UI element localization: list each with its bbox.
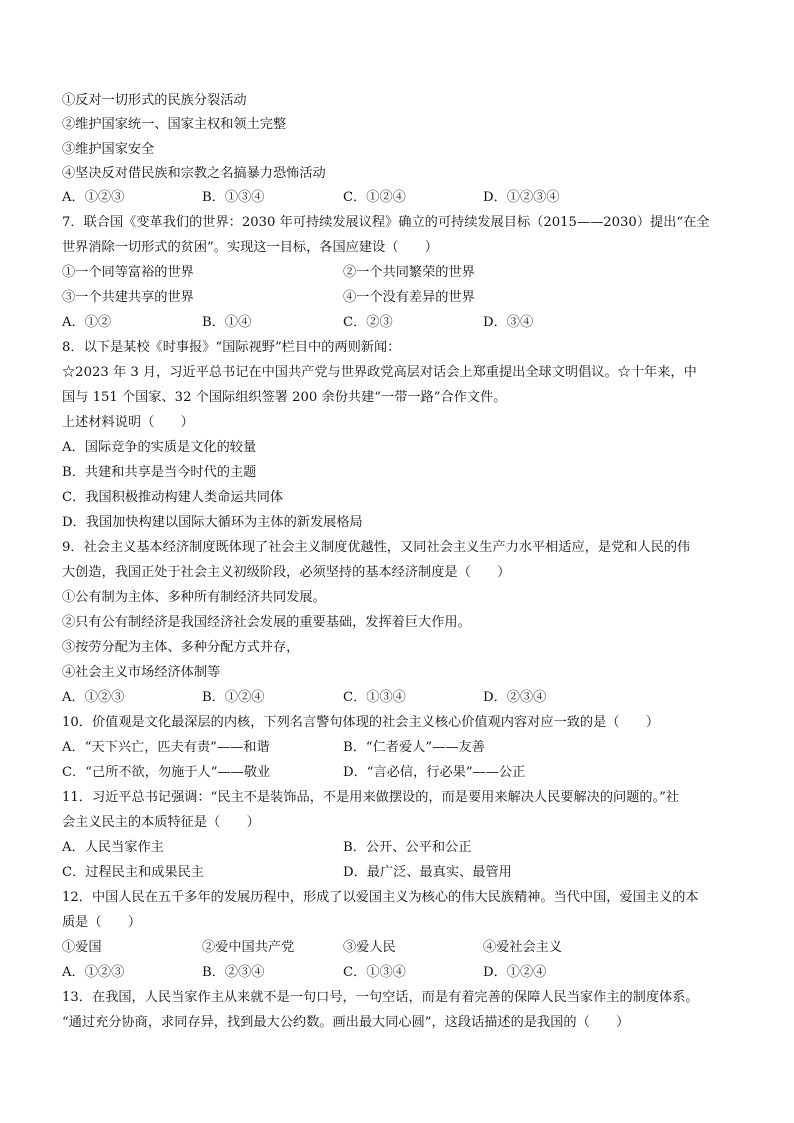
q9-item-1: ①公有制为主体、多种所有制经济共同发展。: [62, 590, 326, 605]
q13-stem-line-2: “通过充分协商，求同存异，找到最大公约数。画出最大同心圆”，这段话描述的是我国的（ ）: [62, 1015, 630, 1030]
q7-item-3: ③一个共建共享的世界: [62, 290, 194, 305]
q11-choice-d: D．最广泛、最真实、最管用: [343, 865, 512, 880]
q11-stem-line-1: 11．习近平总书记强调：“民主不是装饰品，不是用来做摆设的，而是要用来解决人民要解决的问题的。”社: [62, 790, 680, 805]
q7-choice-c: C．②③: [343, 315, 393, 330]
q8-stem-line-2: ☆2023 年 3 月，习近平总书记在中国共产党与世界政党高层对话会上郑重提出全球文明倡议。☆十年来，中: [62, 365, 697, 380]
q12-item-3: ③爱人民: [343, 940, 396, 955]
q8-stem-line-3: 国与 151 个国家、32 个国际组织签署 200 余份共建“一带一路”合作文件。: [62, 390, 507, 405]
q10-choice-b: B．“仁者爱人”——友善: [343, 740, 485, 755]
q6-item-3: ③维护国家安全: [62, 142, 155, 157]
q11-choice-b: B．公开、公平和公正: [343, 840, 472, 855]
q9-item-2: ②只有公有制经济是我国经济社会发展的重要基础，发挥着巨大作用。: [62, 615, 471, 630]
q12-choice-d: D．①②④: [483, 965, 547, 980]
q7-choice-d: D．③④: [483, 315, 534, 330]
q11-choice-a: A．人民当家作主: [62, 840, 164, 855]
q10-choice-d: D．“言必信，行必果”——公正: [343, 765, 526, 780]
q9-choice-a: A．①②③: [62, 690, 125, 705]
q7-stem-line-2: 世界消除一切形式的贫困”。实现这一目标，各国应建设（ ）: [62, 240, 438, 255]
q8-choice-d: D．我国加快构建以国际大循环为主体的新发展格局: [62, 515, 363, 530]
q6-item-2: ②维护国家统一、国家主权和领土完整: [62, 117, 287, 132]
q12-stem-line-1: 12．中国人民在五千多年的发展历程中，形成了以爱国主义为核心的伟大民族精神。当代中国，爱国主义的本: [62, 890, 699, 905]
q12-choice-a: A．①②③: [62, 965, 125, 980]
q7-choice-a: A．①②: [62, 315, 112, 330]
q11-stem-line-2: 会主义民主的本质特征是（ ）: [62, 815, 260, 830]
q6-item-4: ④坚决反对借民族和宗教之名搞暴力恐怖活动: [62, 166, 326, 181]
q9-item-3: ③按劳分配为主体、多种分配方式并存，: [62, 640, 300, 655]
q6-choice-b: B．①③④: [202, 190, 265, 205]
q10-stem-line-1: 10．价值观是文化最深层的内核，下列名言警句体现的社会主义核心价值观内容对应一致的是（ ）: [62, 715, 660, 730]
q8-choice-b: B．共建和共享是当今时代的主题: [62, 465, 257, 480]
q7-item-2: ②一个共同繁荣的世界: [343, 265, 475, 280]
q7-stem-line-1: 7．联合国《变革我们的世界：2030 年可持续发展议程》确立的可持续发展目标（2015——2030）提出“在全: [62, 215, 710, 230]
q12-item-2: ②爱中国共产党: [202, 940, 295, 955]
q6-item-1: ①反对一切形式的民族分裂活动: [62, 93, 247, 108]
q9-item-4: ④社会主义市场经济体制等: [62, 665, 221, 680]
q13-stem-line-1: 13．在我国，人民当家作主从来就不是一句口号，一句空话，而是有着完善的保障人民当家作主的制度体系。: [62, 990, 699, 1005]
q6-choice-d: D．①②③④: [483, 190, 560, 205]
q9-stem-line-1: 9．社会主义基本经济制度既体现了社会主义制度优越性，又同社会主义生产力水平相适应，是党和人民的伟: [62, 540, 691, 555]
q8-stem-line-1: 8．以下是某校《时事报》“国际视野”栏目中的两则新闻：: [62, 340, 401, 355]
q8-choice-a: A．国际竞争的实质是文化的较量: [62, 440, 257, 455]
q9-choice-d: D．②③④: [483, 690, 547, 705]
q7-item-1: ①一个同等富裕的世界: [62, 265, 194, 280]
q12-stem-line-2: 质是（ ）: [62, 915, 142, 930]
q10-choice-c: C．“己所不欲，勿施于人”——敬业: [62, 765, 271, 780]
q11-choice-c: C．过程民主和成果民主: [62, 865, 204, 880]
q12-item-4: ④爱社会主义: [483, 940, 563, 955]
q9-choice-b: B．①②④: [202, 690, 265, 705]
q7-choice-b: B．①④: [202, 315, 252, 330]
q7-item-4: ④一个没有差异的世界: [343, 290, 475, 305]
q9-stem-line-2: 大创造，我国正处于社会主义初级阶段，必须坚持的基本经济制度是（ ）: [62, 565, 511, 580]
q12-choice-c: C．①③④: [343, 965, 406, 980]
q6-choice-a: A．①②③: [62, 190, 125, 205]
q9-choice-c: C．①③④: [343, 690, 406, 705]
q8-choice-c: C．我国积极推动构建人类命运共同体: [62, 490, 284, 505]
q12-choice-b: B．②③④: [202, 965, 265, 980]
q6-choice-c: C．①②④: [343, 190, 406, 205]
q8-stem-line-4: 上述材料说明（ ）: [62, 415, 194, 430]
q10-choice-a: A．“天下兴亡，匹夫有责”——和谐: [62, 740, 270, 755]
q12-item-1: ①爱国: [62, 940, 102, 955]
